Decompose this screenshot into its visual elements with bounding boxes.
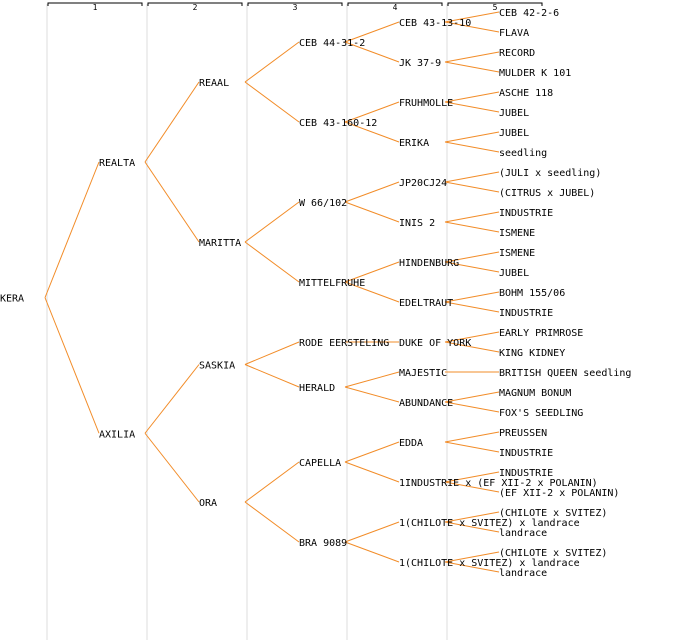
ancestor-gen4-node: ERIKA [399, 138, 430, 149]
pedigree-link [445, 172, 499, 182]
tree-nodes [0, 8, 631, 579]
ancestor-gen5-node: EARLY PRIMROSE [499, 328, 584, 339]
pedigree-link [345, 462, 399, 482]
pedigree-link [245, 462, 299, 502]
ancestor-gen5-node: JUBEL [499, 108, 530, 119]
pedigree-link [45, 162, 99, 298]
generation-header-2 [148, 3, 242, 12]
pedigree-link [445, 222, 499, 232]
pedigree-link [245, 42, 299, 82]
pedigree-link [345, 542, 399, 562]
pedigree-link [445, 442, 499, 452]
generation-number: 3 [292, 3, 298, 12]
ancestor-gen5-node: BOHM 155/06 [499, 288, 566, 299]
ancestor-gen3-node: W 66/102 [299, 198, 348, 209]
ancestor-gen5-node: INDUSTRIE [499, 468, 554, 479]
pedigree-link [245, 342, 299, 365]
ancestor-gen5-node: INDUSTRIE [499, 208, 554, 219]
ancestor-gen5-node: INDUSTRIE [499, 448, 554, 459]
ancestor-gen5-node: INDUSTRIE [499, 308, 554, 319]
ancestor-gen5-node: JUBEL [499, 128, 530, 139]
root-node: KERA [0, 293, 25, 305]
ancestor-gen5-node: BRITISH QUEEN seedling [499, 368, 632, 379]
ancestor-gen5-node: (EF XII-2 x POLANIN) [499, 488, 620, 499]
pedigree-link [445, 62, 499, 72]
ancestor-gen5-node: FOX'S SEEDLING [499, 408, 584, 419]
generation-number: 1 [92, 3, 98, 12]
ancestor-gen3-node: HERALD [299, 383, 336, 394]
ancestor-gen5-node: (CHILOTE x SVITEZ) [499, 548, 608, 559]
ancestor-gen4-node: MAJESTIC [399, 368, 448, 379]
pedigree-link [145, 82, 199, 162]
ancestor-gen4-node: 1(CHILOTE x SVITEZ) x landrace [399, 558, 580, 569]
generation-header [48, 3, 542, 12]
pedigree-link [345, 372, 399, 387]
ancestor-gen4-node: EDDA [399, 438, 424, 449]
ancestor-gen4-node: ABUNDANCE [399, 398, 454, 409]
ancestor-gen3-node: CEB 43-160-12 [299, 118, 378, 129]
ancestor-gen2-node: SASKIA [199, 360, 236, 372]
ancestor-gen4-node: 1(CHILOTE x SVITEZ) x landrace [399, 518, 580, 529]
pedigree-link [345, 522, 399, 542]
pedigree-link [145, 433, 199, 502]
ancestor-gen3-node: MITTELFRUHE [299, 278, 366, 289]
pedigree-link [445, 142, 499, 152]
pedigree-link [245, 202, 299, 242]
ancestor-gen4-node: HINDENBURG [399, 258, 460, 269]
ancestor-gen4-node: JK 37-9 [399, 58, 442, 69]
pedigree-link [345, 202, 399, 222]
pedigree-link [45, 298, 99, 434]
pedigree-link [445, 432, 499, 442]
generation-header-4 [348, 3, 442, 12]
generation-number: 2 [192, 3, 198, 12]
ancestor-gen5-node: KING KIDNEY [499, 348, 566, 359]
ancestor-gen1-node: REALTA [99, 158, 136, 169]
ancestor-gen4-node: JP20CJ24 [399, 178, 448, 189]
ancestor-gen4-node: CEB 43-13-10 [399, 18, 472, 29]
ancestor-gen5-node: (CHILOTE x SVITEZ) [499, 508, 608, 519]
ancestor-gen5-node: ASCHE 118 [499, 88, 554, 99]
pedigree-link [445, 132, 499, 142]
pedigree-link [345, 182, 399, 202]
pedigree-link [145, 162, 199, 242]
ancestor-gen3-node: CAPELLA [299, 458, 342, 469]
pedigree-link [245, 242, 299, 282]
ancestor-gen2-node: REAAL [199, 78, 230, 89]
ancestor-gen5-node: JUBEL [499, 268, 530, 279]
pedigree-link [345, 442, 399, 462]
generation-header-3 [248, 3, 342, 12]
generation-number: 5 [492, 3, 498, 12]
ancestor-gen5-node: MULDER K 101 [499, 68, 572, 79]
ancestor-gen4-node: FRUHMOLLE [399, 98, 454, 109]
pedigree-link [145, 365, 199, 434]
ancestor-gen5-node: FLAVA [499, 28, 530, 39]
pedigree-link [245, 82, 299, 122]
ancestor-gen4-node: EDELTRAUT [399, 298, 454, 309]
pedigree-link [445, 212, 499, 222]
ancestor-gen1-node: AXILIA [99, 429, 136, 441]
generation-number: 4 [392, 3, 398, 12]
ancestor-gen2-node: MARITTA [199, 238, 242, 249]
ancestor-gen5-node: PREUSSEN [499, 428, 548, 439]
ancestor-gen4-node: INIS 2 [399, 218, 436, 229]
ancestor-gen5-node: seedling [499, 148, 548, 159]
pedigree-link [245, 365, 299, 388]
ancestor-gen5-node: ISMENE [499, 228, 536, 239]
ancestor-gen3-node: RODE EERSTELING [299, 338, 390, 349]
ancestor-gen4-node: DUKE OF YORK [399, 338, 472, 349]
generation-header-1 [48, 3, 142, 12]
pedigree-link [345, 387, 399, 402]
ancestor-gen5-node: ISMENE [499, 248, 536, 259]
generation-dividers [47, 4, 447, 640]
pedigree-link [445, 182, 499, 192]
ancestor-gen3-node: CEB 44-31-2 [299, 38, 366, 49]
ancestor-gen3-node: BRA 9089 [299, 538, 348, 549]
ancestor-gen5-node: (JULI x seedling) [499, 168, 602, 179]
ancestor-gen5-node: (CITRUS x JUBEL) [499, 188, 596, 199]
ancestor-gen5-node: landrace [499, 568, 548, 579]
pedigree-link [245, 502, 299, 542]
ancestor-gen4-node: 1INDUSTRIE x (EF XII-2 x POLANIN) [399, 478, 598, 489]
ancestor-gen5-node: RECORD [499, 48, 536, 59]
pedigree-link [445, 52, 499, 62]
ancestor-gen5-node: landrace [499, 528, 548, 539]
ancestor-gen5-node: CEB 42-2-6 [499, 8, 560, 19]
ancestor-gen5-node: MAGNUM BONUM [499, 388, 572, 399]
ancestor-gen2-node: ORA [199, 498, 218, 509]
